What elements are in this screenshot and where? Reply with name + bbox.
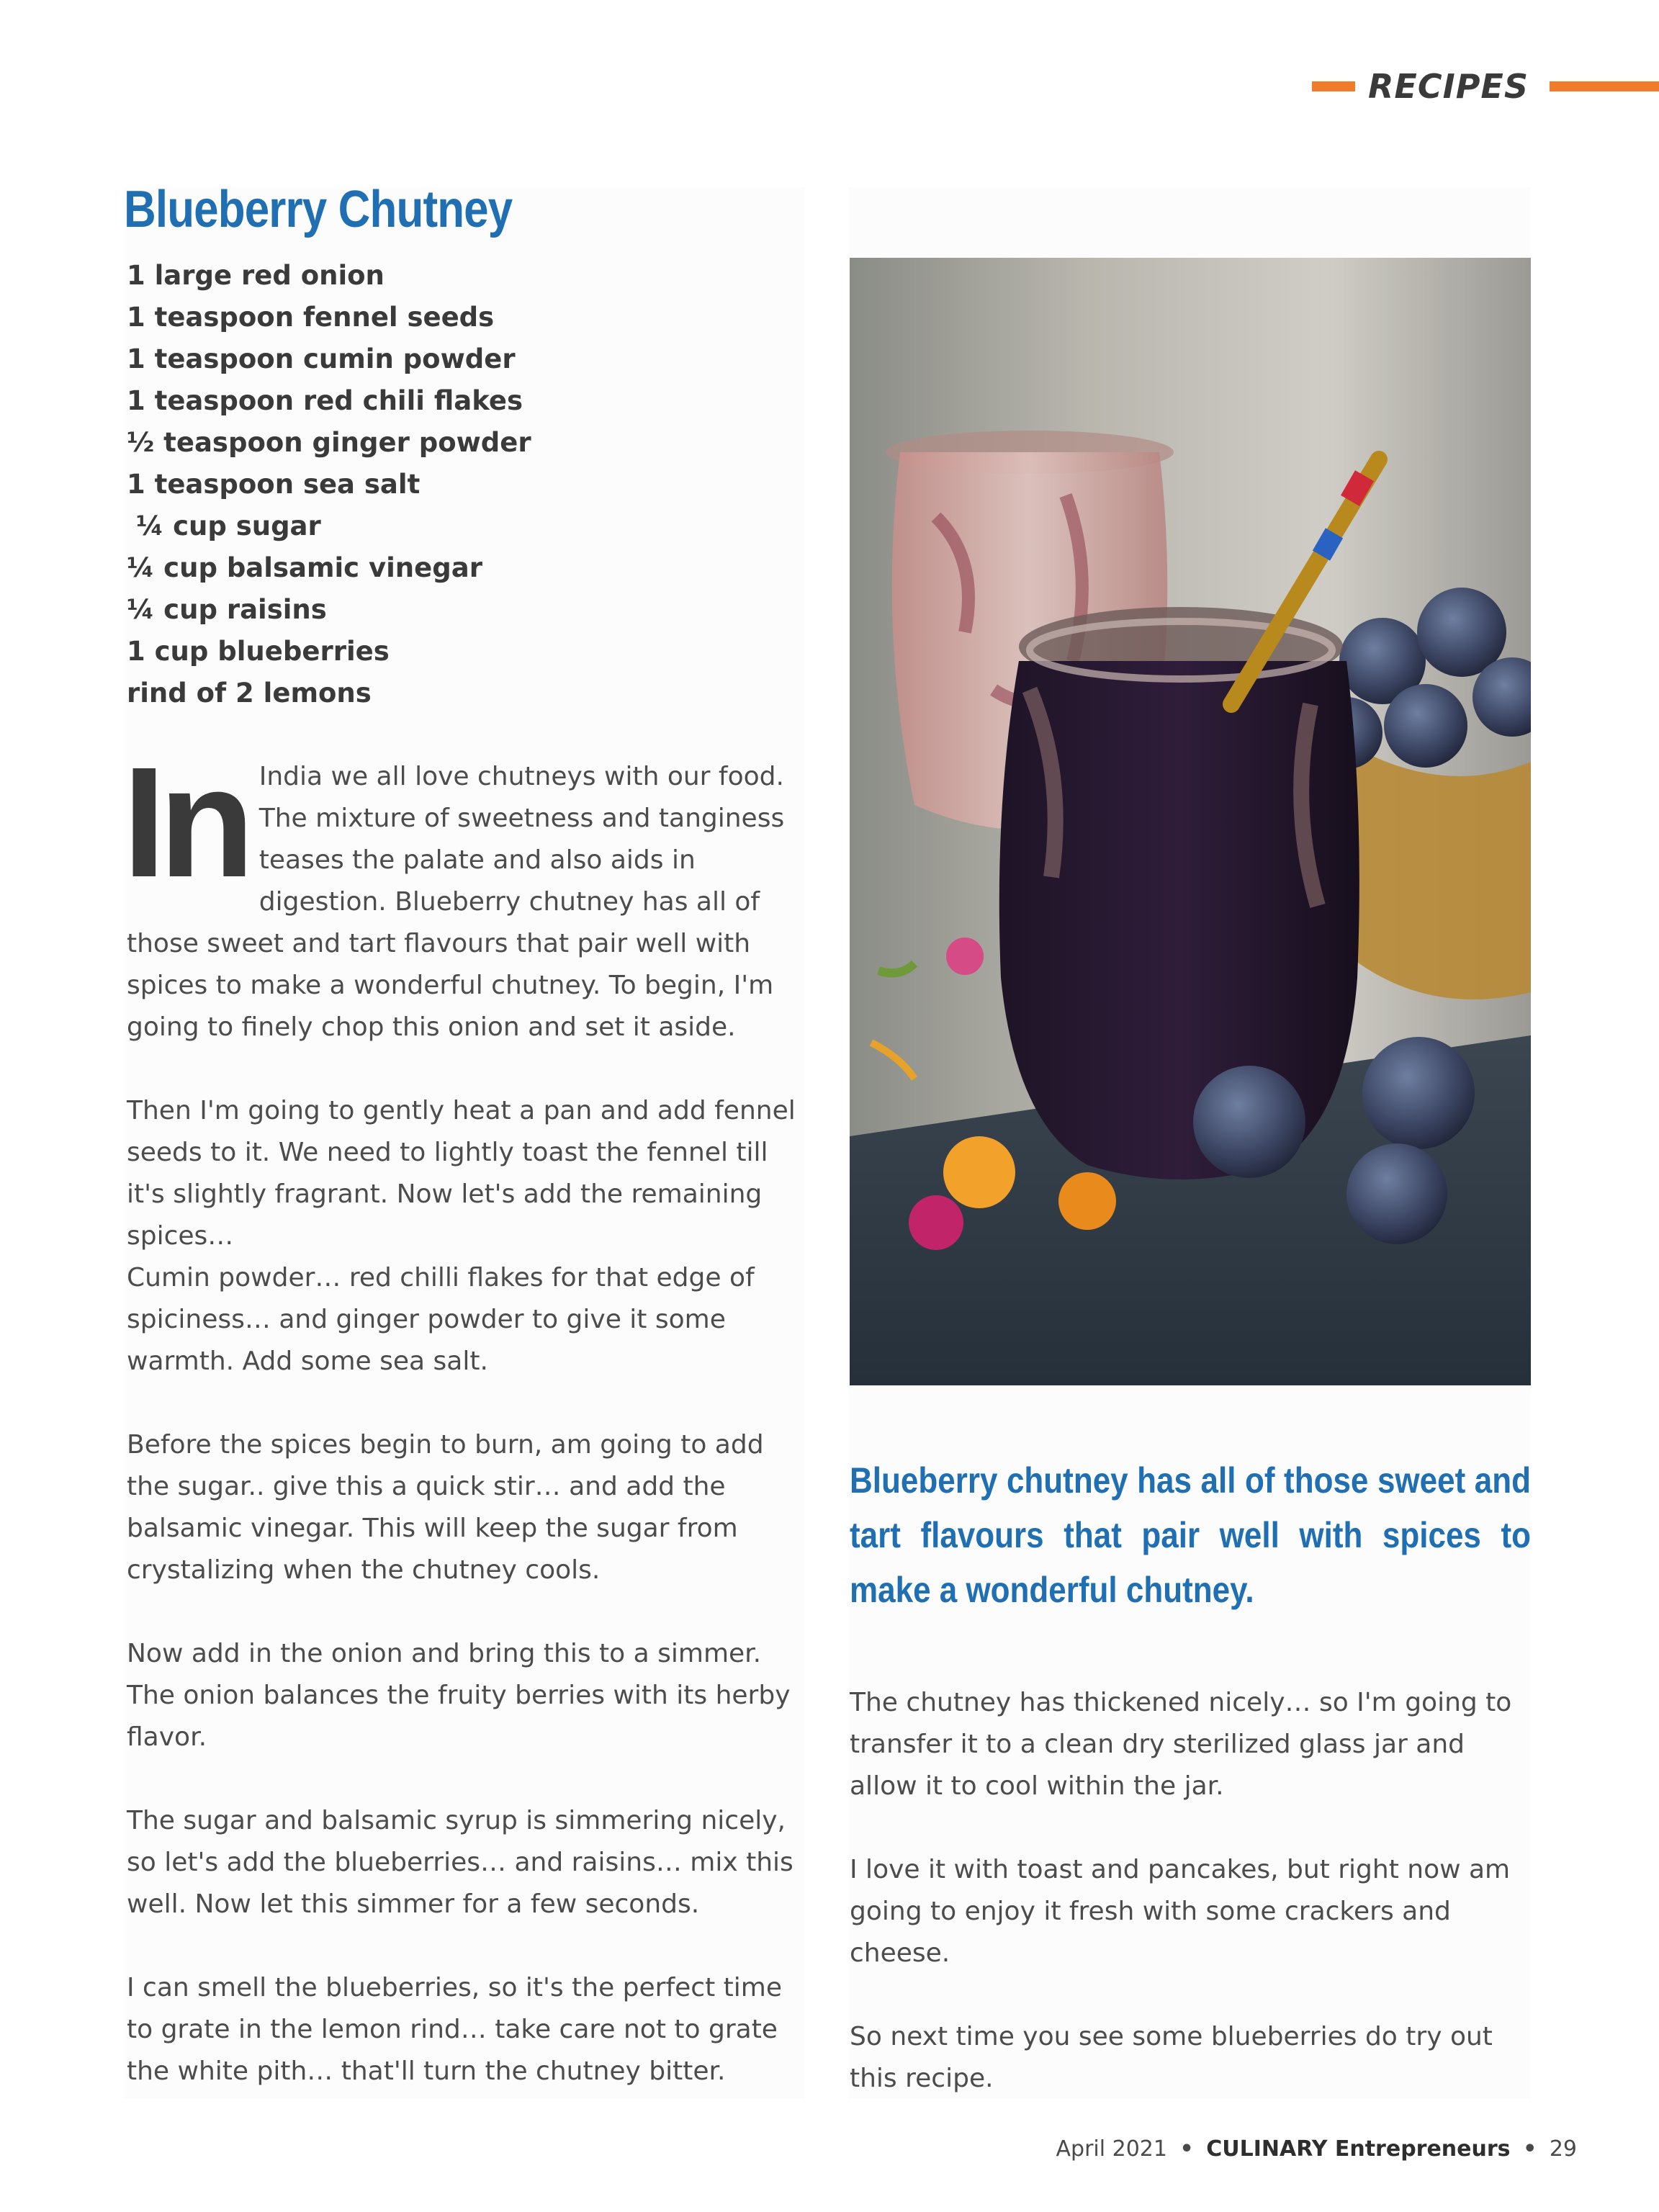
ingredient-item: 1 teaspoon sea salt — [127, 469, 421, 500]
ingredient-list — [127, 255, 531, 714]
ingredient-item: ½ teaspoon ginger powder — [127, 427, 531, 458]
body-paragraph: I can smell the blueberries, so it's the perfect time to grate in the lemon rind… take care not to grate the white pith… that'll turn the chutney bitter. — [127, 1973, 782, 2086]
header-rule-right — [1550, 81, 1659, 91]
drop-cap: In — [122, 735, 248, 910]
ingredient-item: 1 teaspoon red chili flakes — [127, 385, 523, 416]
intro-paragraph — [122, 735, 806, 1048]
ingredient-item: 1 cup blueberries — [127, 636, 390, 667]
body-paragraph: The chutney has thickened nicely… so I'm going to transfer it to a clean dry sterilized glass jar and allow it to cool within the jar. — [850, 1688, 1512, 1801]
ingredient-item: ¼ cup balsamic vinegar — [127, 552, 482, 583]
left-column-body — [122, 735, 806, 2134]
body-paragraph: Before the spices begin to burn, am going to add the sugar.. give this a quick stir… and add the balsamic vinegar. This will keep the sugar from crystalizing when the chutney cools. — [127, 1430, 764, 1585]
pull-quote — [850, 1453, 1531, 1617]
blueberry-chutney-photo — [850, 258, 1531, 1385]
ingredient-item: ¼ cup sugar — [127, 511, 321, 541]
body-paragraph: The sugar and balsamic syrup is simmering nicely, so let's add the blueberries… and raisins… mix this well. Now let this simmer for a few seconds. — [127, 1806, 793, 1919]
ingredient-item: 1 teaspoon fennel seeds — [127, 302, 495, 333]
right-column-body — [850, 1682, 1531, 2141]
page-number: 29 — [1549, 2136, 1577, 2162]
magazine-name: CULINARY Entrepreneurs — [1206, 2136, 1511, 2162]
header-rule-left — [1312, 81, 1355, 91]
intro-text: India we all love chutneys with our food. The mixture of sweetness and tanginess teases the palate and also aids in digestion. Blueberry chutney has all of those sweet and tart flavours that pair well with spices to make a wonderful chutney. To begin, I'm going to finely chop this onion and set it aside. — [127, 762, 785, 1042]
body-paragraph: Now add in the onion and bring this to a simmer. The onion balances the fruity berries with its herby flavor. — [127, 1639, 791, 1752]
ingredient-item: 1 teaspoon cumin powder — [127, 343, 516, 374]
paragraph-text: Cumin powder… red chilli flakes for that edge of spiciness… and ginger powder to give it some warmth. Add some sea salt. — [127, 1263, 755, 1376]
ingredient-item: rind of 2 lemons — [127, 678, 372, 709]
body-paragraph: I love it with toast and pancakes, but right now am going to enjoy it fresh with some crackers and cheese. — [850, 1855, 1511, 1968]
issue-date: April 2021 — [1056, 2136, 1167, 2162]
photo-illustration — [850, 258, 1531, 1385]
recipe-title: Blueberry Chutney — [124, 181, 513, 238]
footer-separator: • — [1523, 2136, 1537, 2162]
section-header — [1310, 63, 1659, 109]
ingredient-item: ¼ cup raisins — [127, 594, 327, 625]
footer-separator: • — [1179, 2136, 1194, 2162]
body-paragraph: So next time you see some blueberries do try out this recipe. — [850, 2022, 1493, 2093]
section-label: RECIPES — [1368, 67, 1529, 106]
body-paragraph — [127, 1090, 806, 1382]
pull-quote-text: Blueberry chutney has all of those sweet and tart flavours that pair well with spices to make a wonderful chutney. — [850, 1460, 1531, 1610]
paragraph-text: Then I'm going to gently heat a pan and add fennel seeds to it. We need to lightly toast the fennel till it's slightly fragrant. Now let's add the remaining spices… — [127, 1096, 796, 1251]
page-footer — [1056, 2131, 1577, 2167]
ingredient-item: 1 large red onion — [127, 260, 385, 291]
